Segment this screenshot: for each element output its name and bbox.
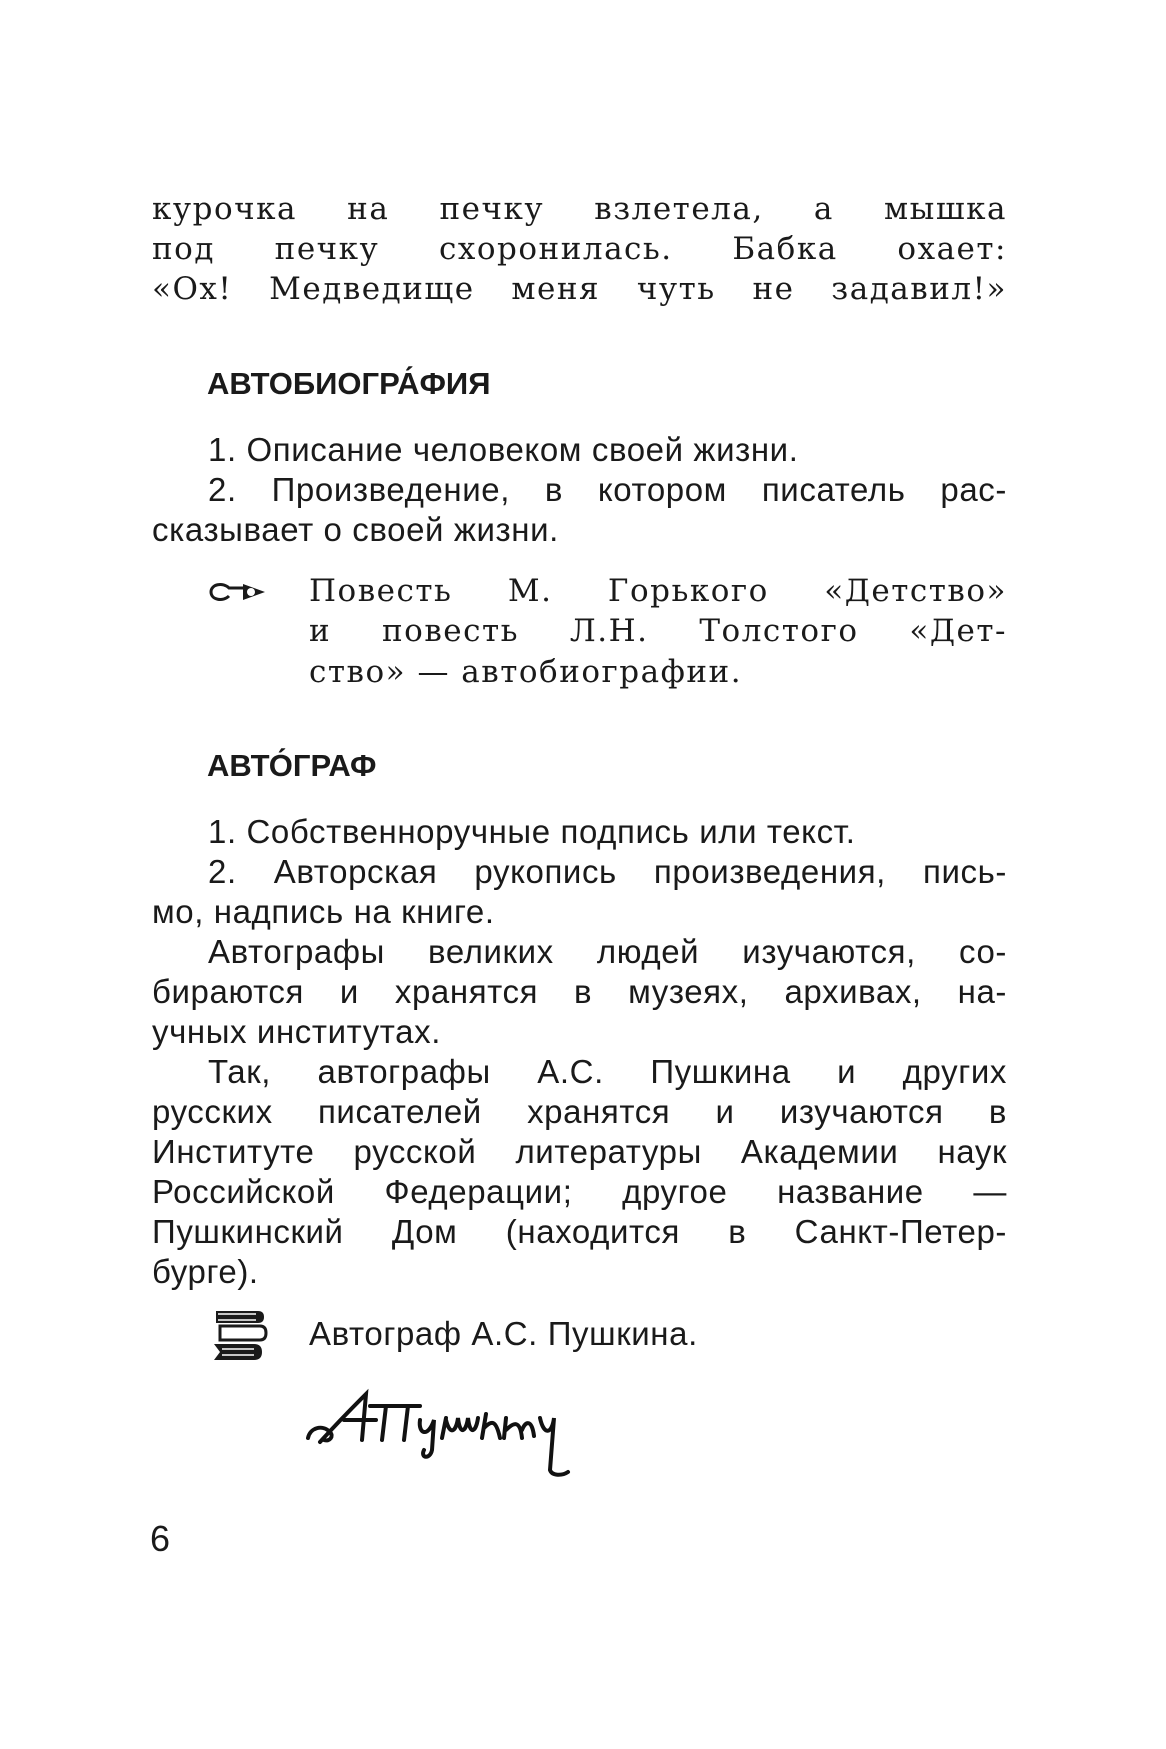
example-text: Автограф А.С. Пушкина. [309, 1315, 698, 1352]
definition-line: бираются и хранятся в музеях, архивах, на- [152, 973, 1007, 1010]
text-line: курочка на печку взлетела, а мышка [152, 191, 1007, 227]
definition-line: 2. Произведение, в котором писатель рас- [208, 471, 1007, 508]
definition-line: Российской Федерации; другое название — [152, 1173, 1007, 1210]
definition-line: мо, надпись на книге. [152, 893, 495, 930]
pushkin-signature-image [300, 1380, 600, 1480]
definition-line: бурге). [152, 1253, 259, 1290]
definition-line: русских писателей хранятся и изучаются в [152, 1093, 1007, 1130]
example-line: Повесть М. Горького «Детство» [309, 573, 1007, 609]
definition-line: 1. Собственноручные подпись или текст. [208, 813, 856, 850]
definition-line: сказывает о своей жизни. [152, 511, 559, 548]
definition-line: 2. Авторская рукопись произведения, пись- [208, 853, 1007, 890]
entry-heading: АВТОБИОГРА́ФИЯ [207, 366, 491, 401]
definition-line: Автографы великих людей изучаются, со- [208, 933, 1007, 970]
text-line: под печку схоронилась. Бабка охает: [152, 231, 1007, 267]
definition-line: учных институтах. [152, 1013, 441, 1050]
page-number: 6 [150, 1518, 171, 1559]
books-icon [210, 1308, 268, 1364]
definition-line: Так, автографы А.С. Пушкина и других [208, 1053, 1007, 1090]
key-example-icon [207, 578, 269, 606]
definition-line: Институте русской литературы Академии наук [152, 1133, 1007, 1170]
definition-line: 1. Описание человеком своей жизни. [208, 431, 799, 468]
text-line: «Ох! Медведище меня чуть не задавил!» [152, 271, 1007, 307]
example-line: и повесть Л.Н. Толстого «Дет- [309, 613, 1007, 649]
example-line: ство» — автобиографии. [309, 654, 743, 690]
definition-line: Пушкинский Дом (находится в Санкт-Петер- [152, 1213, 1007, 1250]
entry-heading: АВТО́ГРАФ [207, 748, 377, 783]
